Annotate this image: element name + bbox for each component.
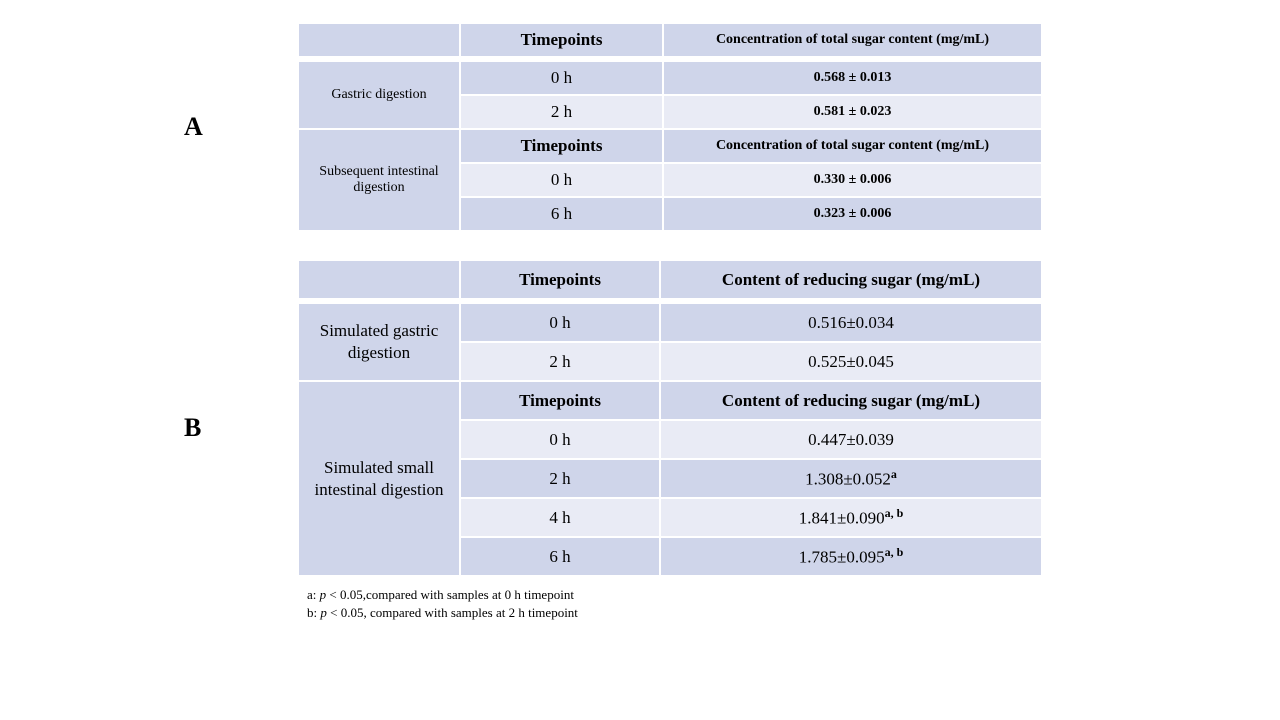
table-row (298, 381, 1042, 420)
intestinal-digestion-label: Subsequent intestinal digestion (298, 129, 460, 231)
value-text: 0.447±0.039 (808, 429, 894, 449)
timepoints-header: Timepoints (460, 129, 663, 163)
value-cell: 0.323 ± 0.006 (663, 197, 1042, 231)
footnote-a (307, 586, 578, 604)
footnote-a-prefix: a: (307, 587, 320, 602)
empty-header-cell (298, 260, 460, 299)
timepoints-header: Timepoints (460, 23, 663, 57)
simulated-intestinal-label: Simulated small intestinal digestion (298, 381, 460, 576)
value-cell: 0.516±0.034 (660, 303, 1042, 342)
footnote-b-prefix: b: (307, 605, 321, 620)
concentration-header: Concentration of total sugar content (mg/mL) (663, 23, 1042, 57)
value-cell: 0.581 ± 0.023 (663, 95, 1042, 129)
timepoint-cell: 0 h (460, 61, 663, 95)
table-row (298, 303, 1042, 342)
timepoint-cell: 0 h (460, 163, 663, 197)
content-header: Content of reducing sugar (mg/mL) (660, 381, 1042, 420)
table-row (298, 61, 1042, 95)
footnote-a-p: p (319, 587, 327, 602)
value-cell: 0.568 ± 0.013 (663, 61, 1042, 95)
reducing-sugar-table (297, 259, 1043, 577)
timepoints-header: Timepoints (460, 260, 660, 299)
value-cell (660, 537, 1042, 576)
empty-header-cell (298, 23, 460, 57)
footnote-b (307, 604, 578, 622)
simulated-gastric-label: Simulated gastric digestion (298, 303, 460, 381)
footnotes (307, 586, 578, 622)
timepoint-cell: 4 h (460, 498, 660, 537)
panel-a-label: A (184, 112, 203, 141)
table-row (298, 23, 1042, 57)
timepoint-cell: 0 h (460, 303, 660, 342)
footnote-b-p: p (320, 605, 327, 620)
timepoint-cell: 2 h (460, 459, 660, 498)
timepoint-cell: 0 h (460, 420, 660, 459)
footnote-b-text: < 0.05, compared with samples at 2 h timepoint (326, 605, 578, 620)
value-cell (660, 459, 1042, 498)
value-text: 1.785±0.095 (798, 547, 885, 567)
footnote-a-text: < 0.05,compared with samples at 0 h timepoint (326, 587, 574, 602)
value-cell: 0.330 ± 0.006 (663, 163, 1042, 197)
timepoint-cell: 2 h (460, 342, 660, 381)
timepoint-cell: 2 h (460, 95, 663, 129)
concentration-header: Concentration of total sugar content (mg/mL) (663, 129, 1042, 163)
gastric-digestion-label: Gastric digestion (298, 61, 460, 129)
total-sugar-table (297, 22, 1043, 232)
value-cell (660, 420, 1042, 459)
table-row (298, 129, 1042, 163)
panel-b-label: B (184, 413, 202, 442)
value-cell (660, 498, 1042, 537)
significance-superscript: a (890, 467, 897, 482)
content-header: Content of reducing sugar (mg/mL) (660, 260, 1042, 299)
significance-superscript: a, b (884, 506, 904, 521)
value-text: 1.841±0.090 (798, 508, 885, 528)
value-cell: 0.525±0.045 (660, 342, 1042, 381)
timepoints-header: Timepoints (460, 381, 660, 420)
timepoint-cell: 6 h (460, 197, 663, 231)
timepoint-cell: 6 h (460, 537, 660, 576)
table-row (298, 260, 1042, 299)
significance-superscript: a, b (884, 545, 904, 560)
value-text: 1.308±0.052 (805, 469, 891, 489)
